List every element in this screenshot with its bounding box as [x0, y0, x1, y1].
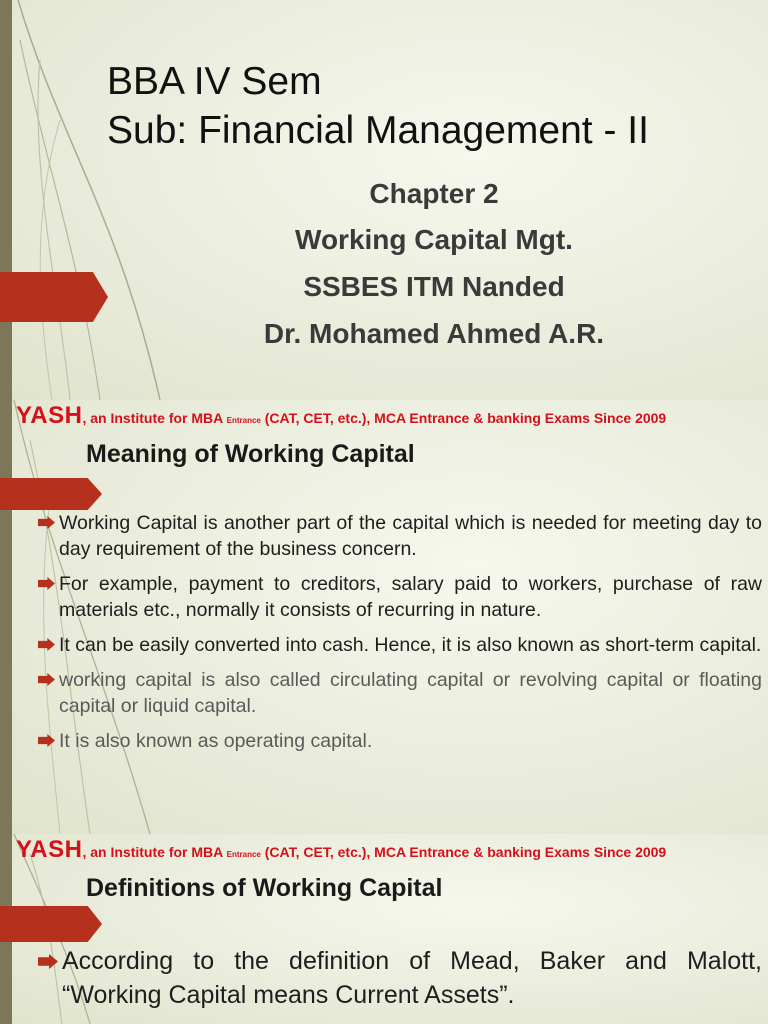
right-arrow-bullet-icon	[38, 516, 55, 529]
bullet-list	[38, 510, 762, 763]
banner-text: , an Institute for MBA	[82, 844, 227, 860]
right-arrow-bullet-icon	[38, 673, 55, 686]
banner-text: , an Institute for MBA	[82, 410, 227, 426]
slide-heading: Definitions of Working Capital	[86, 874, 443, 902]
red-tab-marker	[0, 478, 102, 510]
institute-banner	[16, 836, 764, 868]
institute-banner	[16, 402, 764, 434]
banner-small-text: Entrance	[226, 416, 261, 425]
banner-text-end: (CAT, CET, etc.), MCA Entrance & banking Exams Since 2009	[260, 844, 667, 860]
right-arrow-bullet-icon	[38, 734, 55, 747]
list-item: According to the definition of Mead, Baker and Malott, “Working Capital means Current Assets”.	[38, 944, 762, 1012]
list-item: It is also known as operating capital.	[38, 728, 762, 754]
list-item: For example, payment to creditors, salary paid to workers, purchase of raw materials etc., normally it consists of recurring in nature.	[38, 571, 762, 623]
banner-brand: YASH	[16, 402, 83, 429]
right-arrow-bullet-icon	[38, 638, 55, 651]
chapter-label: Chapter 2	[369, 178, 499, 209]
slide-heading: Meaning of Working Capital	[86, 440, 415, 468]
author-label: Dr. Mohamed Ahmed A.R.	[263, 318, 605, 349]
topic-label: Working Capital Mgt.	[295, 224, 573, 255]
right-arrow-bullet-icon	[38, 577, 55, 590]
definitions-slide	[0, 834, 768, 1024]
bullet-list	[38, 944, 762, 1012]
list-item: working capital is also called circulating capital or revolving capital or floating capital or liquid capital.	[38, 667, 762, 719]
title-slide	[0, 0, 768, 400]
institute-label: SSBES ITM Nanded	[303, 271, 565, 302]
slide-edge-strip	[0, 400, 12, 834]
list-item: It can be easily converted into cash. Hence, it is also known as short-term capital.	[38, 632, 762, 658]
course-title: BBA IV Sem	[107, 60, 322, 103]
red-tab-marker	[0, 906, 102, 942]
list-item: Working Capital is another part of the capital which is needed for meeting day to day requirement of the business concern.	[38, 510, 762, 562]
subject-title: Sub: Financial Management - II	[107, 109, 649, 152]
banner-small-text: Entrance	[226, 850, 261, 859]
banner-text-end: (CAT, CET, etc.), MCA Entrance & banking Exams Since 2009	[260, 410, 667, 426]
meaning-slide	[0, 400, 768, 834]
right-arrow-bullet-icon	[38, 954, 58, 969]
banner-brand: YASH	[16, 836, 83, 863]
